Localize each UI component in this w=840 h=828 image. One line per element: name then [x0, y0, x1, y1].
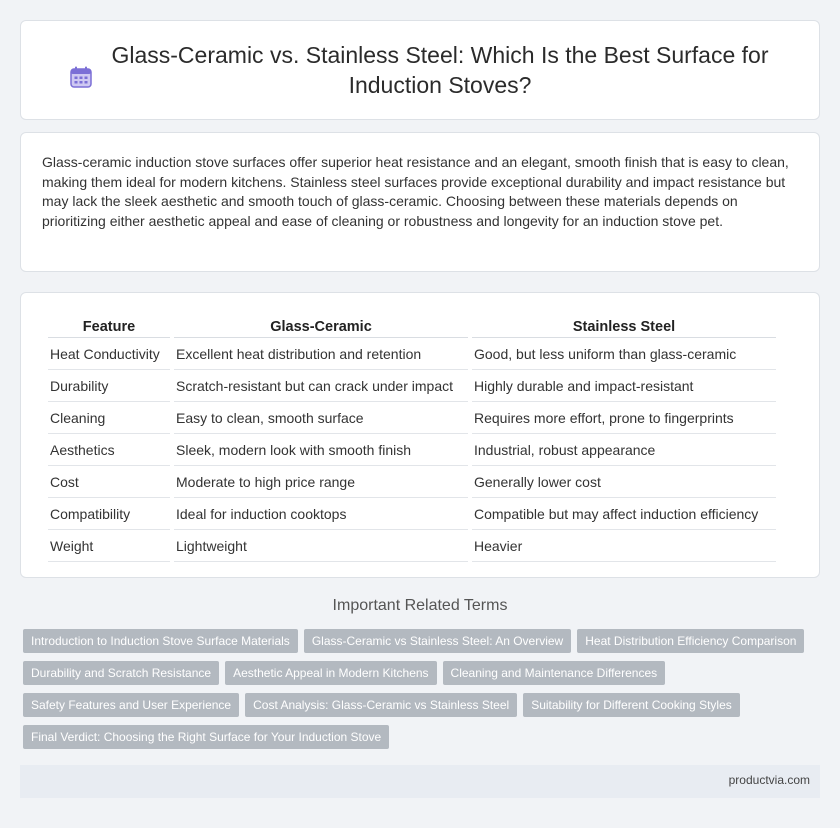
table-cell: Durability	[48, 370, 170, 402]
header-card	[20, 20, 820, 120]
table-cell: Scratch-resistant but can crack under impact	[174, 370, 468, 402]
table-cell: Weight	[48, 530, 170, 562]
related-term-tag[interactable]: Glass-Ceramic vs Stainless Steel: An Overview	[304, 629, 571, 653]
table-row	[48, 402, 776, 434]
table-cell: Easy to clean, smooth surface	[174, 402, 468, 434]
table-row	[48, 434, 776, 466]
related-terms-list	[23, 629, 823, 757]
comparison-table-card	[20, 292, 820, 578]
calendar-icon	[70, 66, 92, 88]
footer	[20, 765, 820, 798]
table-cell: Sleek, modern look with smooth finish	[174, 434, 468, 466]
related-term-tag[interactable]: Durability and Scratch Resistance	[23, 661, 219, 685]
column-header-feature: Feature	[48, 313, 170, 338]
table-cell: Compatibility	[48, 498, 170, 530]
table-cell: Lightweight	[174, 530, 468, 562]
intro-card	[20, 132, 820, 272]
related-term-tag[interactable]: Cost Analysis: Glass-Ceramic vs Stainless Steel	[245, 693, 517, 717]
related-term-tag[interactable]: Suitability for Different Cooking Styles	[523, 693, 740, 717]
table-cell: Requires more effort, prone to fingerprints	[472, 402, 776, 434]
table-cell: Excellent heat distribution and retention	[174, 338, 468, 370]
table-cell: Generally lower cost	[472, 466, 776, 498]
table-cell: Aesthetics	[48, 434, 170, 466]
related-term-tag[interactable]: Cleaning and Maintenance Differences	[443, 661, 666, 685]
table-row	[48, 498, 776, 530]
table-cell: Ideal for induction cooktops	[174, 498, 468, 530]
intro-text: Glass-ceramic induction stove surfaces offer superior heat resistance and an elegant, smooth finish that is easy to clean, making them ideal for modern kitchens. Stainless steel surfaces provide exceptional durability and impact resistance but may lack the sleek aesthetic and smooth touch of glass-ceramic. Choosing between these materials depends on prioritizing either aesthetic appeal and ease of cleaning or robustness and longevity for an induction stove pet.	[42, 154, 789, 229]
table-row	[48, 530, 776, 562]
table-row	[48, 370, 776, 402]
footer-site[interactable]: productvia.com	[728, 773, 810, 787]
related-term-tag[interactable]: Safety Features and User Experience	[23, 693, 239, 717]
table-cell: Heavier	[472, 530, 776, 562]
related-term-tag[interactable]: Introduction to Induction Stove Surface Materials	[23, 629, 298, 653]
page-title: Glass-Ceramic vs. Stainless Steel: Which Is the Best Surface for Induction Stoves?	[111, 42, 769, 98]
comparison-table	[44, 313, 780, 562]
table-cell: Highly durable and impact-resistant	[472, 370, 776, 402]
table-cell: Heat Conductivity	[48, 338, 170, 370]
column-header-stainless-steel: Stainless Steel	[472, 313, 776, 338]
table-cell: Cleaning	[48, 402, 170, 434]
table-cell: Compatible but may affect induction efficiency	[472, 498, 776, 530]
column-header-glass-ceramic: Glass-Ceramic	[174, 313, 468, 338]
table-cell: Cost	[48, 466, 170, 498]
related-term-tag[interactable]: Heat Distribution Efficiency Comparison	[577, 629, 804, 653]
table-cell: Industrial, robust appearance	[472, 434, 776, 466]
table-row	[48, 338, 776, 370]
related-term-tag[interactable]: Aesthetic Appeal in Modern Kitchens	[225, 661, 436, 685]
table-cell: Good, but less uniform than glass-ceramic	[472, 338, 776, 370]
table-cell: Moderate to high price range	[174, 466, 468, 498]
table-row	[48, 466, 776, 498]
related-terms-title: Important Related Terms	[332, 597, 508, 614]
table-header-row	[48, 313, 776, 338]
related-term-tag[interactable]: Final Verdict: Choosing the Right Surface for Your Induction Stove	[23, 725, 389, 749]
